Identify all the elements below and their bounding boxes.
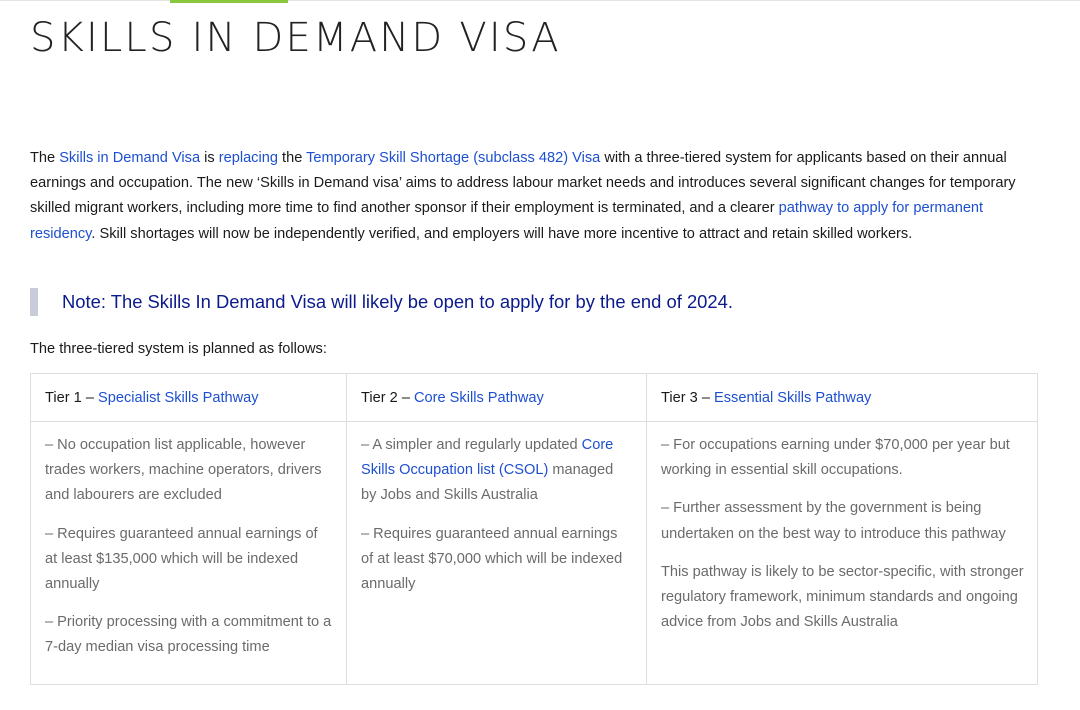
permanent-residency-link[interactable]: pathway to apply for permanent residency [30, 200, 984, 242]
intro-text: . Skill shortages will now be independently verified, and employers will have more incentive to attract and retain skilled workers. [91, 225, 913, 242]
skills-in-demand-visa-link[interactable]: Skills in Demand Visa [59, 150, 201, 166]
note-callout [30, 287, 1030, 317]
tier-2-body [347, 422, 646, 597]
tier-3-point: – For occupations earning under $70,000 per year but working in essential skill occupations. [661, 437, 1010, 479]
active-tab-indicator [170, 0, 288, 3]
tier-3-point: – Further assessment by the government is being undertaken on the best way to introduce this pathway [661, 500, 1006, 542]
csol-link[interactable]: Core Skills Occupation list (CSOL) [361, 437, 614, 479]
tier-3-header [647, 374, 1038, 422]
tier-2-header [347, 374, 646, 422]
tier-2-point [361, 433, 632, 509]
note-text: Note: The Skills In Demand Visa will likely be open to apply for by the end of 2024. [62, 291, 733, 312]
tier-2-point-text: – A simpler and regularly updated [361, 437, 582, 453]
tier-1-point: – Requires guaranteed annual earnings of at least $135,000 which will be indexed annually [45, 525, 318, 593]
tiers-intro-text: The three-tiered system is planned as follows: [30, 341, 327, 357]
page-title: SKILLS IN DEMAND VISA [30, 15, 561, 61]
tiers-table [30, 373, 1038, 685]
tier-3-prefix: Tier 3 – [661, 390, 714, 406]
intro-text: the [277, 150, 307, 166]
tier-2-column [346, 374, 646, 684]
tier-1-body [31, 422, 346, 661]
intro-text: is [200, 150, 219, 166]
tier-1-header [31, 374, 346, 422]
tier-1-point: – No occupation list applicable, however trades workers, machine operators, drivers and labourers are excluded [45, 437, 322, 504]
tier-1-column [31, 374, 346, 684]
intro-paragraph [30, 146, 1040, 247]
tier-3-point: This pathway is likely to be sector-specific, with stronger regulatory framework, minimum standards and ongoing advice from Jobs and Skills Australia [661, 563, 1024, 631]
tier-3-body [647, 422, 1038, 635]
replacing-link[interactable]: replacing [218, 150, 278, 166]
essential-skills-pathway-link[interactable]: Essential Skills Pathway [714, 390, 872, 406]
tier-2-point-text: managed by Jobs and Skills Australia [361, 462, 614, 504]
top-divider [0, 0, 1080, 4]
tier-1-point: – Priority processing with a commitment to a 7-day median visa processing time [45, 614, 332, 656]
tier-2-point: – Requires guaranteed annual earnings of at least $70,000 which will be indexed annually [361, 525, 623, 593]
tss-visa-link[interactable]: Temporary Skill Shortage (subclass 482) Visa [306, 150, 601, 166]
note-accent-bar [30, 288, 38, 316]
tier-1-prefix: Tier 1 – [45, 390, 98, 406]
tier-3-column [646, 374, 1038, 684]
core-skills-pathway-link[interactable]: Core Skills Pathway [414, 390, 544, 406]
intro-text: The [30, 150, 60, 166]
tier-2-prefix: Tier 2 – [361, 390, 414, 406]
specialist-skills-pathway-link[interactable]: Specialist Skills Pathway [98, 390, 259, 406]
intro-text: with a three-tiered system for applicants based on their annual earnings and occupation. The new ‘Skills in Demand visa’ aims to address labour market needs and introduces several significant changes for temporary skilled migrant workers, including more time to find another sponsor if their employment is terminated, and a clearer [30, 150, 1016, 217]
